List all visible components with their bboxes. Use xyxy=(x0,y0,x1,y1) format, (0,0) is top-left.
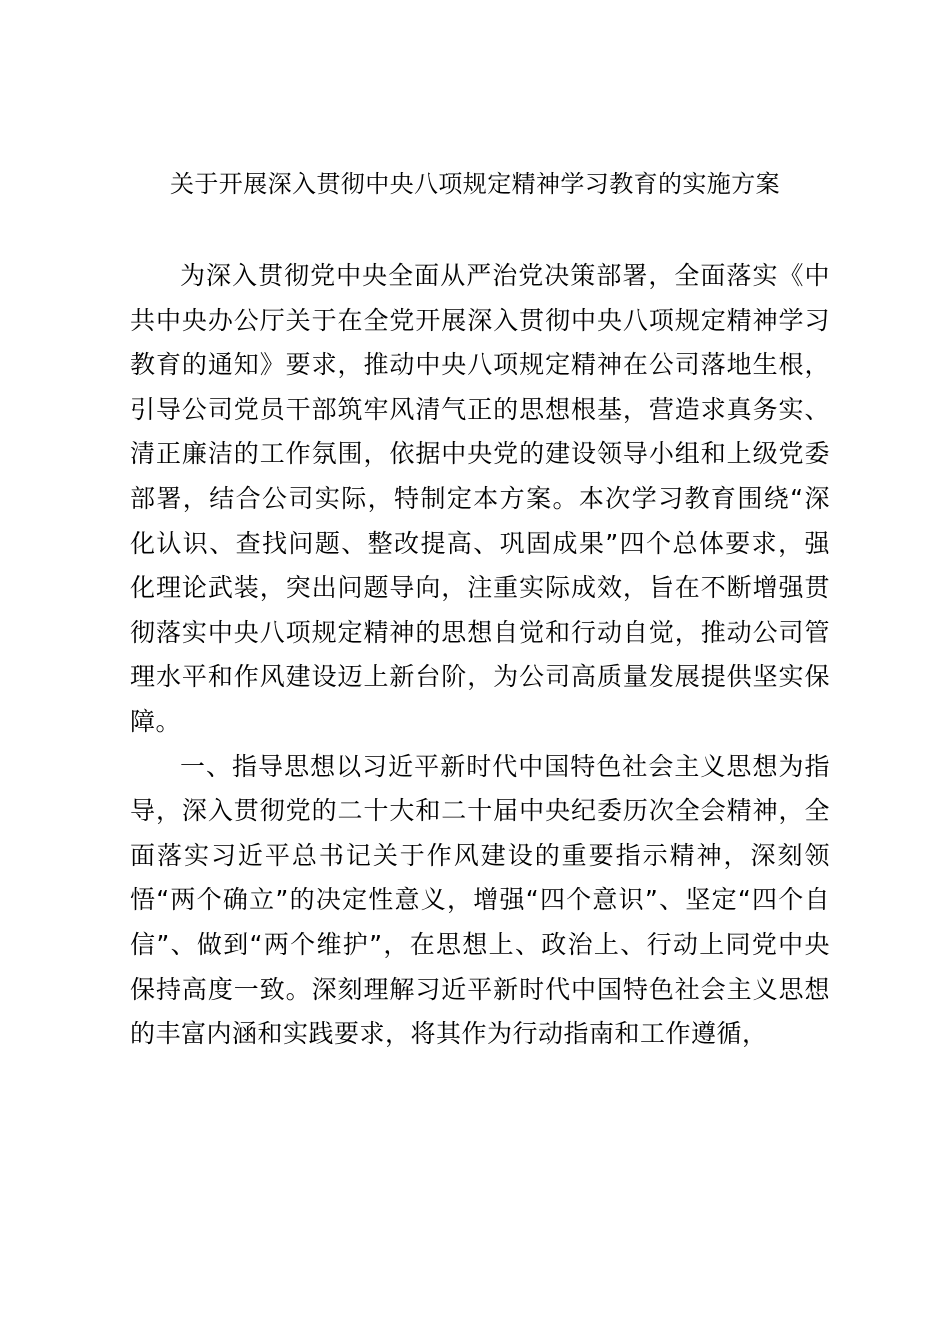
document-body xyxy=(130,254,830,1057)
document-title: 关于开展深入贯彻中央八项规定精神学习教育的实施方案 xyxy=(170,170,780,198)
intro-paragraph: 为深入贯彻党中央全面从严治党决策部署，全面落实《中共中央办公厅关于在全党开展深入贯彻中央八项规定精神学习教育的通知》要求，推动中央八项规定精神在公司落地生根，引导公司党员干部筑牢风清气正的思想根基，营造求真务实、清正廉洁的工作氛围，依据中央党的建设领导小组和上级党委部署，结合公司实际，特制定本方案。本次学习教育围绕“深化认识、查找问题、整改提高、巩固成果”四个总体要求，强化理论武装，突出问题导向，注重实际成效，旨在不断增强贯彻落实中央八项规定精神的思想自觉和行动自觉，推动公司管理水平和作风建设迈上新台阶，为公司高质量发展提供坚实保障。 xyxy=(130,261,830,736)
guiding-thought-paragraph: 一、指导思想以习近平新时代中国特色社会主义思想为指导，深入贯彻党的二十大和二十届中央纪委历次全会精神，全面落实习近平总书记关于作风建设的重要指示精神，深刻领悟“两个确立”的决定性意义，增强“四个意识”、坚定“四个自信”、做到“两个维护”，在思想上、政治上、行动上同党中央保持高度一致。深刻理解习近平新时代中国特色社会主义思想的丰富内涵和实践要求，将其作为行动指南和工作遵循， xyxy=(130,751,830,1049)
